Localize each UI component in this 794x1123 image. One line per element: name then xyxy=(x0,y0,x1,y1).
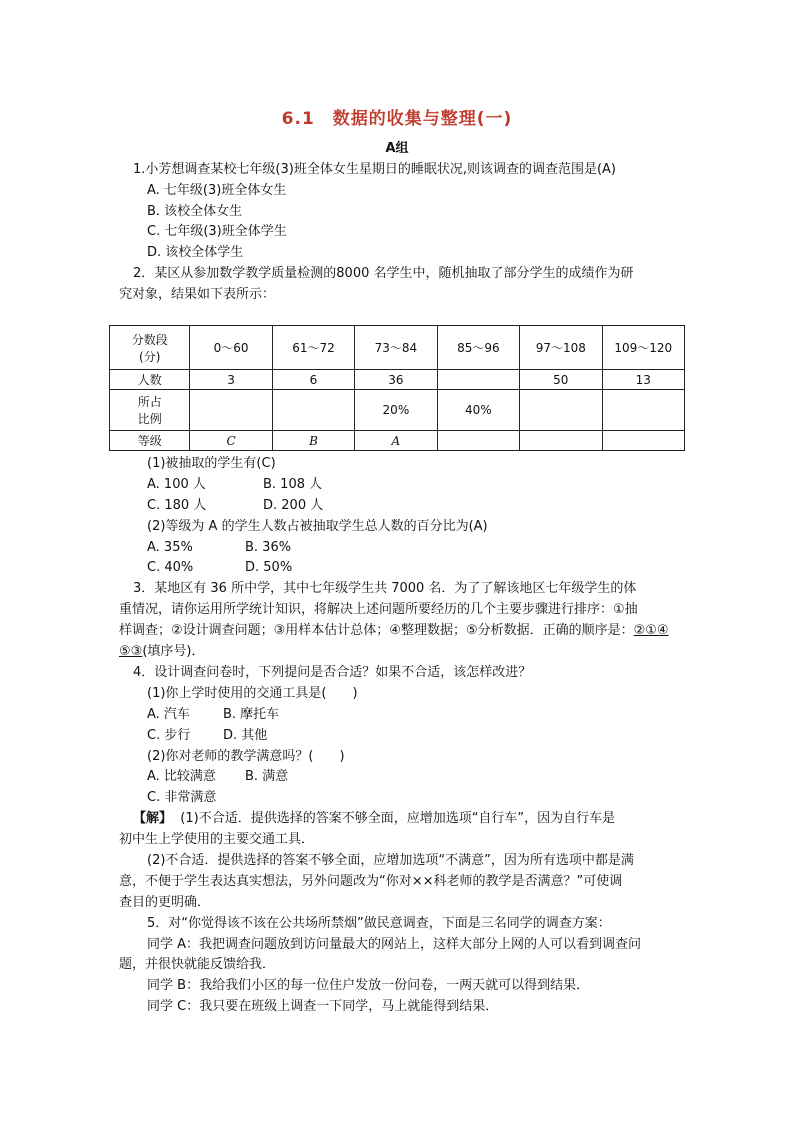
group-label: A组 xyxy=(385,141,409,156)
q3-answer: ②①④ xyxy=(633,623,669,638)
q3-line3: 样调查；②设计调查问题；③用样本估计总体；④整理数据；⑤分析数据．正确的顺序是：②①④ xyxy=(119,623,669,638)
q4-solution-line3: (2)不合适．提供选择的答案不够全面，应增加选项“不满意”，因为所有选项中都是满 xyxy=(147,853,634,868)
table-cell: 20% xyxy=(355,390,437,431)
table-row-label: 人数 xyxy=(110,370,190,390)
q1-option-a: A. 七年级(3)班全体女生 xyxy=(147,183,287,198)
q2-stem-line1: 2．某区从参加数学教学质量检测的8000 名学生中，随机抽取了部分学生的成绩作为研 xyxy=(133,266,634,281)
q3-answer-cont: ⑤③ xyxy=(119,644,143,659)
table-row xyxy=(110,390,685,431)
table-cell: 40% xyxy=(437,390,519,431)
q4-sub1-options-row2: C. 步行 D. 其他 xyxy=(147,728,268,743)
q5-stem: 5．对“你觉得该不该在公共场所禁烟”做民意调查，下面是三名同学的调查方案： xyxy=(147,916,611,931)
table-header-cell: 97～108 xyxy=(520,326,602,370)
table-cell: A xyxy=(355,431,437,451)
q3-line4: ⑤③(填序号)． xyxy=(119,644,205,659)
q4-sub2-options-row2: C. 非常满意 xyxy=(147,790,217,805)
q1-stem: 1.小芳想调查某校七年级(3)班全体女生星期日的睡眠状况,则该调查的调查范围是(A) xyxy=(133,162,616,177)
q4-solution-line1: 【解】 (1)不合适．提供选择的答案不够全面，应增加选项“自行车”，因为自行车是 xyxy=(133,811,616,826)
q2-sub2: (2)等级为 A 的学生人数占被抽取学生总人数的百分比为(A) xyxy=(147,519,488,534)
table-cell xyxy=(190,390,272,431)
table-row xyxy=(110,326,685,370)
q2-sub1-options-row1: A. 100 人 B. 108 人 xyxy=(147,477,323,492)
table-row-label: 等级 xyxy=(110,431,190,451)
q4-sub1: (1)你上学时使用的交通工具是( ) xyxy=(147,686,358,701)
table-cell: 6 xyxy=(272,370,354,390)
q1-option-c: C. 七年级(3)班全体学生 xyxy=(147,224,287,239)
table-cell xyxy=(437,370,519,390)
table-cell xyxy=(437,431,519,451)
q2-sub2-options-row1: A. 35% B. 36% xyxy=(147,540,292,555)
table-row xyxy=(110,431,685,451)
table-header-cell: 109～120 xyxy=(602,326,684,370)
q5-student-c: 同学 C：我只要在班级上调查一下同学，马上就能得到结果． xyxy=(147,999,499,1014)
table-cell: 36 xyxy=(355,370,437,390)
table-row-label: 所占 比例 xyxy=(110,390,190,431)
q4-sub2-options-row1: A. 比较满意 B. 满意 xyxy=(147,769,289,784)
q2-sub1: (1)被抽取的学生有(C) xyxy=(147,456,276,471)
q4-sub1-options-row1: A. 汽车 B. 摩托车 xyxy=(147,707,280,722)
q4-stem: 4．设计调查问卷时，下列提问是否合适？如果不合适，该怎样改进？ xyxy=(133,665,532,680)
table-row xyxy=(110,370,685,390)
table-cell xyxy=(520,431,602,451)
q2-sub2-options-row2: C. 40% D. 50% xyxy=(147,560,293,575)
table-header-cell: 0～60 xyxy=(190,326,272,370)
table-cell xyxy=(520,390,602,431)
table-header-cell: 61～72 xyxy=(272,326,354,370)
table-cell: 50 xyxy=(520,370,602,390)
score-table xyxy=(109,325,685,451)
table-cell: C xyxy=(190,431,272,451)
q2-stem-line2: 究对象，结果如下表所示： xyxy=(119,287,276,302)
table-cell xyxy=(602,431,684,451)
table-cell: B xyxy=(272,431,354,451)
table-header-cell: 85～96 xyxy=(437,326,519,370)
q3-line2: 重情况，请你运用所学统计知识，将解决上述问题所要经历的几个主要步骤进行排序：①抽 xyxy=(119,602,638,617)
q1-option-b: B. 该校全体女生 xyxy=(147,204,243,219)
q5-student-a-line1: 同学 A：我把调查问题放到访问量最大的网站上，这样大部分上网的人可以看到调查问 xyxy=(147,937,642,952)
q3-line1: 3．某地区有 36 所中学，其中七年级学生共 7000 名．为了了解该地区七年级学生的体 xyxy=(133,581,637,596)
q4-sub2: (2)你对老师的教学满意吗？( ) xyxy=(147,749,345,764)
q5-student-a-line2: 题，并很快就能反馈给我． xyxy=(119,957,276,972)
table-header-cell: 73～84 xyxy=(355,326,437,370)
table-cell xyxy=(602,390,684,431)
page-title: 6.1 数据的收集与整理(一) xyxy=(281,109,513,129)
q2-sub1-options-row2: C. 180 人 D. 200 人 xyxy=(147,498,324,513)
table-cell: 3 xyxy=(190,370,272,390)
table-cell: 13 xyxy=(602,370,684,390)
q4-solution-line4: 意，不便于学生表达真实想法，另外问题改为“你对××科老师的教学是否满意？”可使调 xyxy=(119,874,623,889)
q4-solution-line5: 查目的更明确． xyxy=(119,895,211,910)
q1-option-d: D. 该校全体学生 xyxy=(147,245,244,260)
q5-student-b: 同学 B：我给我们小区的每一位住户发放一份问卷，一两天就可以得到结果． xyxy=(147,978,590,993)
table-cell xyxy=(272,390,354,431)
q4-solution-line2: 初中生上学使用的主要交通工具． xyxy=(119,832,315,847)
solution-label: 【解】 xyxy=(133,811,173,826)
table-header-cell: 分数段 (分) xyxy=(110,326,190,370)
